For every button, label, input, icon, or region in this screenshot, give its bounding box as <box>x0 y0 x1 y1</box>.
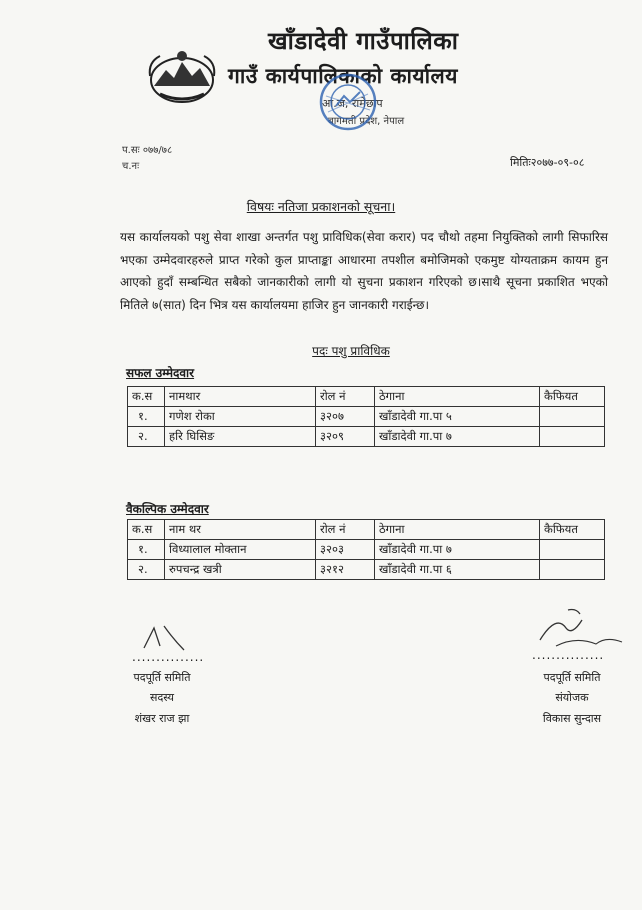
alternate-candidates-table <box>127 519 605 580</box>
alternate-candidates-caption: वैकल्पिक उम्मेदवार <box>126 502 209 516</box>
right-signatory-role: संयोजक <box>555 691 589 704</box>
col-roll-header: रोल नं <box>316 520 375 540</box>
post-title: पदः पशु प्राविधिक <box>312 344 390 358</box>
document-date: मितिः२०७७-०९-०८ <box>510 156 585 169</box>
notice-subject: विषयः नतिजा प्रकाशनको सूचना। <box>246 199 396 214</box>
roll-cell: ३२०३ <box>316 540 375 560</box>
office-stamp-icon <box>318 72 378 132</box>
roll-cell: ३२०९ <box>316 427 375 447</box>
left-signatory-committee: पदपूर्ति समिति <box>133 671 191 684</box>
col-address-header: ठेगाना <box>375 387 540 407</box>
col-roll-header: रोल नं <box>316 387 375 407</box>
left-signatory-role: सदस्य <box>150 691 174 704</box>
notice-body: यस कार्यालयको पशु सेवा शाखा अन्तर्गत पशु प्राविधिक(सेवा करार) पद चौथो तहमा नियुक्तिको लागी सिफारिस भएका उम्मेदवारहरुले प्राप्त गरेको कुल प्राप्ताङ्का आधारमा तपशील बमोजिमको एकमुष्ट योग्यताक्रम कायम हुन आएको हुदाँ सम्बन्धित सबैको जानकारीको लागी यो सुचना प्रकाशन गरिएको छ।साथै सूचना प्रकाशित भएको मितिले ७(सात) दिन भित्र यस कार्यालयमा हाजिर हुन जानकारी गराईन्छ। <box>120 230 608 312</box>
table-row <box>128 560 605 580</box>
table-row <box>128 427 605 447</box>
left-signature-line: ............... <box>132 650 205 664</box>
col-address-header: ठेगाना <box>375 520 540 540</box>
right-signatory-committee: पदपूर्ति समिति <box>543 671 601 684</box>
col-remarks-header: कैफियत <box>540 520 605 540</box>
table-row <box>128 540 605 560</box>
serial-cell: १. <box>128 407 165 427</box>
remarks-cell <box>540 560 605 580</box>
name-cell: हरि घिसिङ <box>165 427 316 447</box>
successful-candidates-table <box>127 386 605 447</box>
table-row <box>128 407 605 427</box>
remarks-cell <box>540 427 605 447</box>
table-header-row <box>128 520 605 540</box>
name-cell: गणेश रोका <box>165 407 316 427</box>
col-name-header: नाम थर <box>165 520 316 540</box>
col-name-header: नामथार <box>165 387 316 407</box>
roll-cell: ३२०७ <box>316 407 375 427</box>
right-signatory-name: विकास सुन्दास <box>542 712 602 725</box>
org-title: खाँडादेवी गाउँपालिका <box>268 27 459 55</box>
col-remarks-header: कैफियत <box>540 387 605 407</box>
serial-cell: १. <box>128 540 165 560</box>
office-title: गाउँ कार्यपालिकाको कार्यालय <box>228 64 458 88</box>
address-cell: खाँडादेवी गा.पा ७ <box>375 540 540 560</box>
remarks-cell <box>540 407 605 427</box>
left-signatory-name: शंखर राज झा <box>134 712 190 725</box>
address-cell: खाँडादेवी गा.पा ६ <box>375 560 540 580</box>
address-line-2: बागमती प्रदेश, नेपाल <box>328 116 405 127</box>
name-cell: विध्यालाल मोक्तान <box>165 540 316 560</box>
name-cell: रुपचन्द्र खत्री <box>165 560 316 580</box>
table-header-row <box>128 387 605 407</box>
col-serial-header: क.स <box>128 387 165 407</box>
col-serial-header: क.स <box>128 520 165 540</box>
dispatch-number: च.नः <box>122 161 140 172</box>
successful-candidates-caption: सफल उम्मेदवार <box>126 366 195 380</box>
remarks-cell <box>540 540 605 560</box>
serial-cell: २. <box>128 427 165 447</box>
address-cell: खाँडादेवी गा.पा ७ <box>375 427 540 447</box>
roll-cell: ३२१२ <box>316 560 375 580</box>
government-emblem-logo <box>146 46 218 106</box>
address-line-1: आ.ज, रामेछाप <box>322 97 383 110</box>
address-cell: खाँडादेवी गा.पा ५ <box>375 407 540 427</box>
right-signature-line: ............... <box>532 648 605 662</box>
serial-cell: २. <box>128 560 165 580</box>
reference-number: प.सः ०७७/७८ <box>122 145 173 156</box>
right-signature-scribble <box>536 606 626 650</box>
